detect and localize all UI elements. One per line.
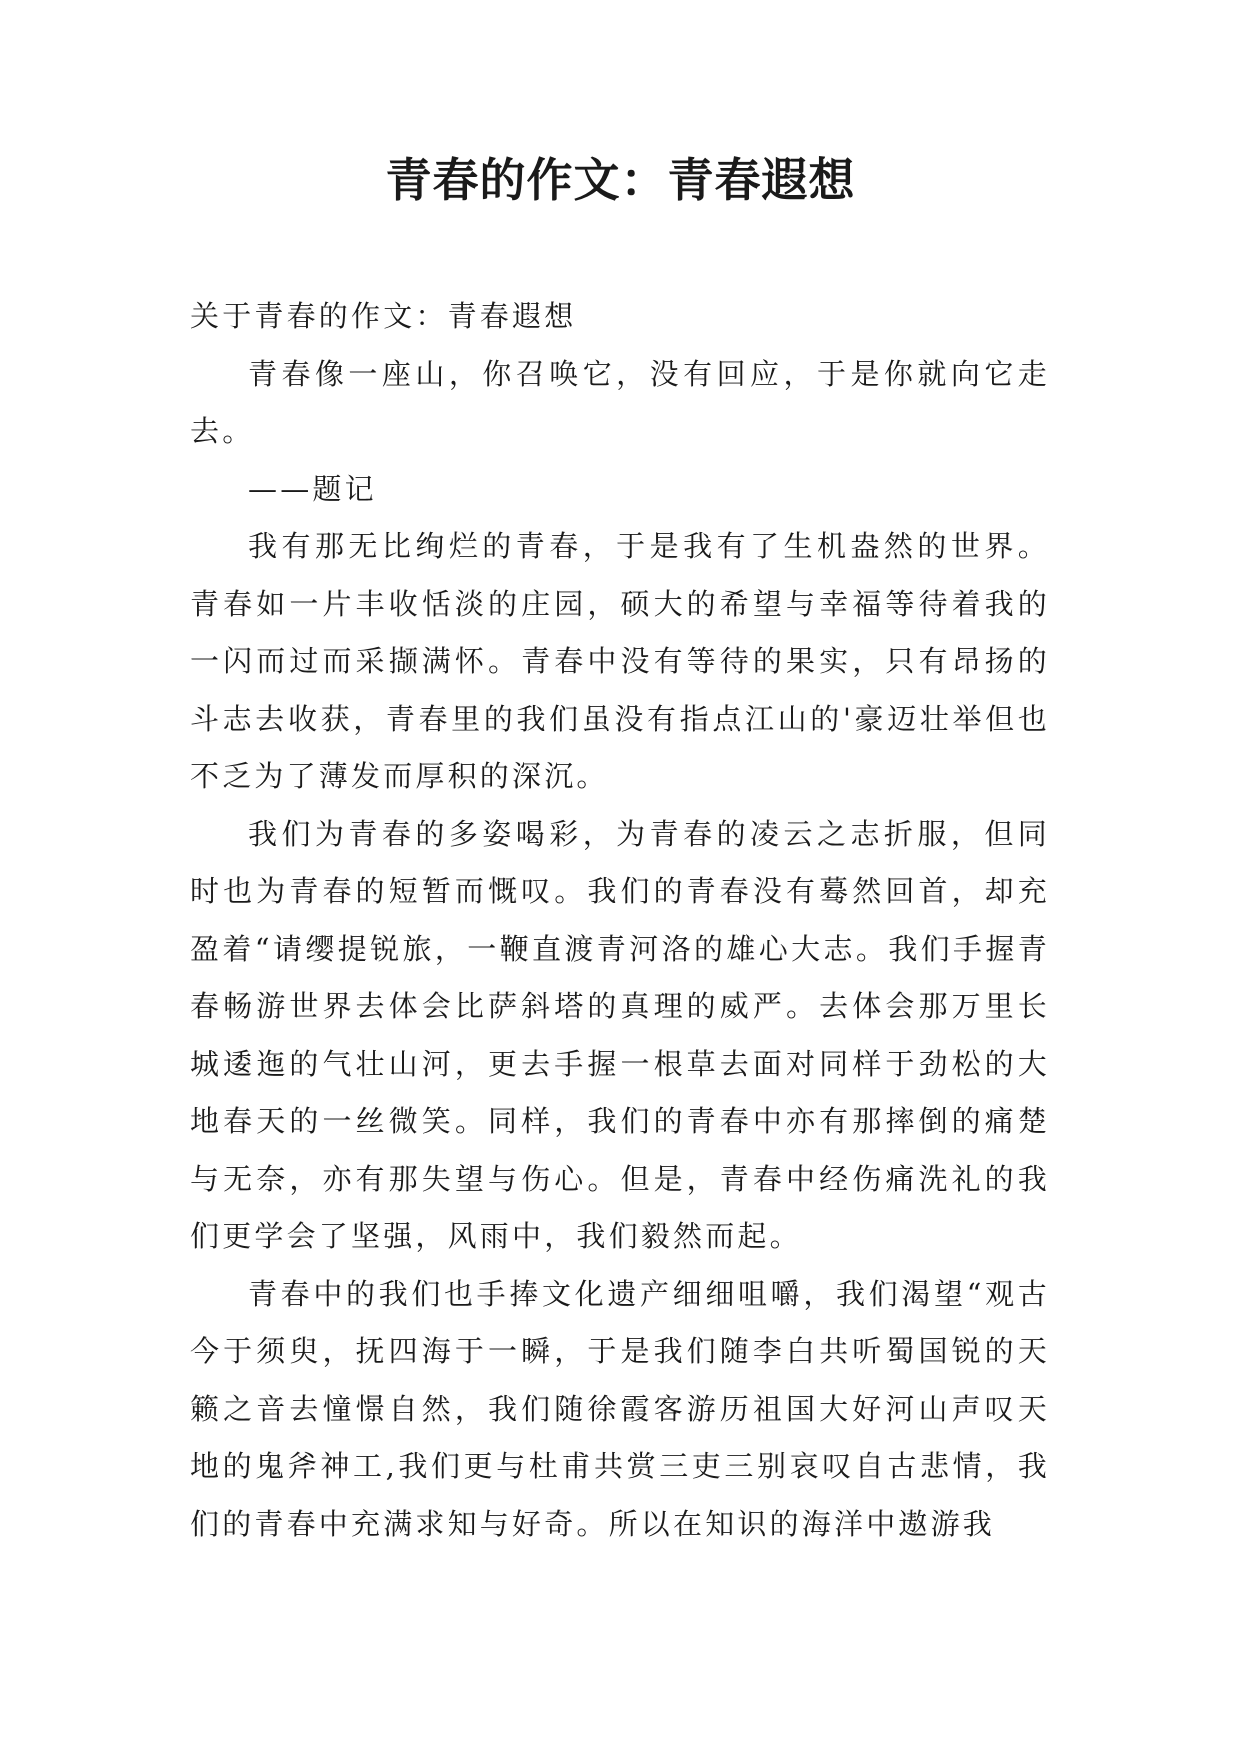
paragraph: 青春中的我们也手捧文化遗产细细咀嚼，我们渴望“观古今于须臾，抚四海于一瞬，于是我们随李白共听蜀国锐的天籁之音去憧憬自然，我们随徐霞客游历祖国大好河山声叹天地的鬼斧神工,我们更与杜甫共赏三吏三别哀叹自古悲情，我们的青春中充满求知与好奇。所以在知识的海洋中遨游我 <box>190 1276 1050 1541</box>
paragraph: 我有那无比绚烂的青春，于是我有了生机盎然的世界。青春如一片丰收恬淡的庄园，硕大的希望与幸福等待着我的一闪而过而采撷满怀。青春中没有等待的果实，只有昂扬的斗志去收获，青春里的我们虽没有指点江山的'豪迈壮举但也不乏为了薄发而厚积的深沉。 <box>190 529 1050 793</box>
paragraph: 我们为青春的多姿喝彩，为青春的凌云之志折服，但同时也为青春的短暂而慨叹。我们的青春没有蓦然回首，却充盈着“请缨提锐旅，一鞭直渡青河洛的雄心大志。我们手握青春畅游世界去体会比萨斜塔的真理的威严。去体会那万里长城逶迤的气壮山河，更去手握一根草去面对同样于劲松的大地春天的一丝微笑。同样，我们的青春中亦有那摔倒的痛楚与无奈，亦有那失望与伤心。但是，青春中经伤痛洗礼的我们更学会了坚强，风雨中，我们毅然而起。 <box>190 816 1050 1253</box>
paragraph-epigraph: 青春像一座山，你召唤它，没有回应，于是你就向它走去。 <box>190 356 1050 448</box>
document-title: 青春的作文：青春遐想 <box>385 153 856 207</box>
paragraph-subtitle: 关于青春的作文：青春遐想 <box>190 299 577 333</box>
document-body <box>190 288 1050 1553</box>
paragraph-epigraph-attribution: ——题记 <box>248 471 377 506</box>
